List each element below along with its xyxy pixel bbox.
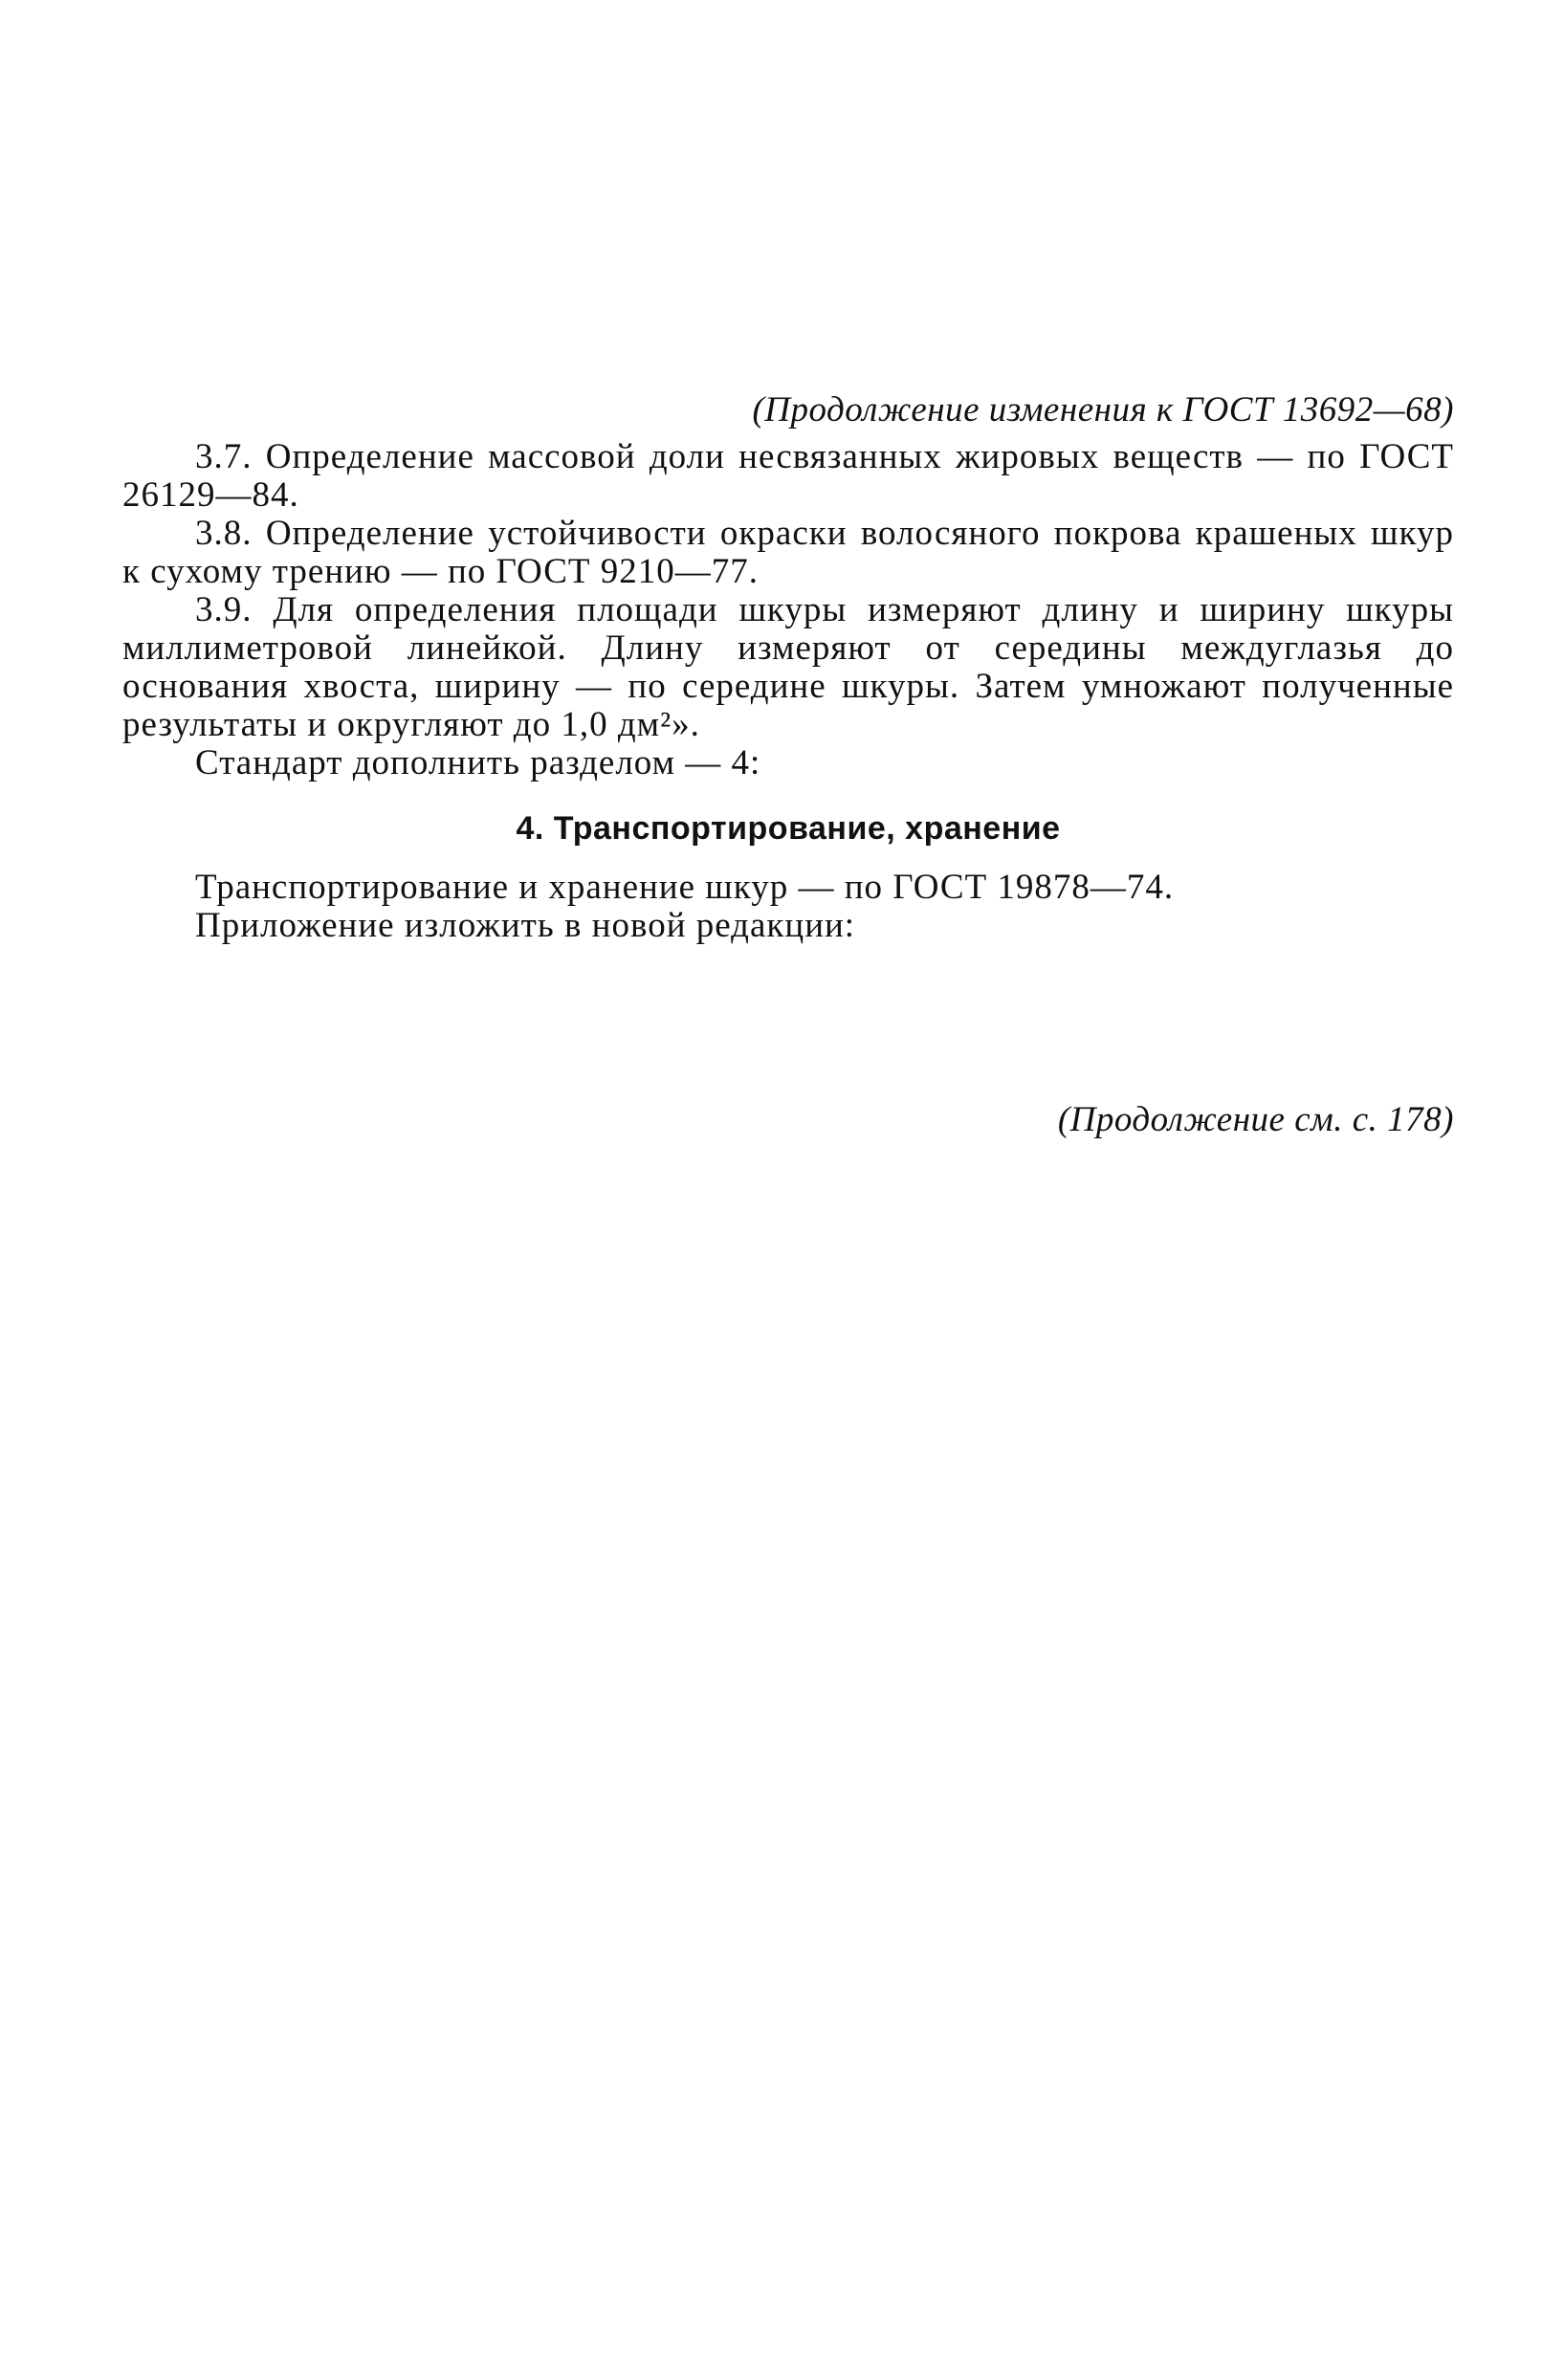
paragraph-3-9: 3.9. Для определения площади шкуры измеряют длину и ширину шкуры миллиметровой линейкой. Длину измеряют от середины междуглазья до основания хвоста, ширину — по середине шкуры. Затем умножают полученные результаты и округляют до 1,0 дм²». — [122, 590, 1454, 744]
paragraph-3-8: 3.8. Определение устойчивости окраски волосяного покрова крашеных шкур к сухому трению — по ГОСТ 9210—77. — [122, 514, 1454, 591]
continuation-header: (Продолжение изменения к ГОСТ 13692—68) — [752, 390, 1454, 430]
paragraph-add-section: Стандарт дополнить разделом — 4: — [195, 743, 761, 782]
paragraph-3-7: 3.7. Определение массовой доли несвязанных жировых веществ — по ГОСТ 26129—84. — [122, 437, 1454, 515]
section-heading: 4. Транспортирование, хранение — [516, 810, 1061, 847]
document-body — [122, 438, 1454, 945]
continuation-footer: (Продолжение см. с. 178) — [1057, 1100, 1454, 1139]
paragraph-appendix: Приложение изложить в новой редакции: — [195, 906, 856, 945]
paragraph-transport: Транспортирование и хранение шкур — по ГОСТ 19878—74. — [195, 868, 1175, 907]
